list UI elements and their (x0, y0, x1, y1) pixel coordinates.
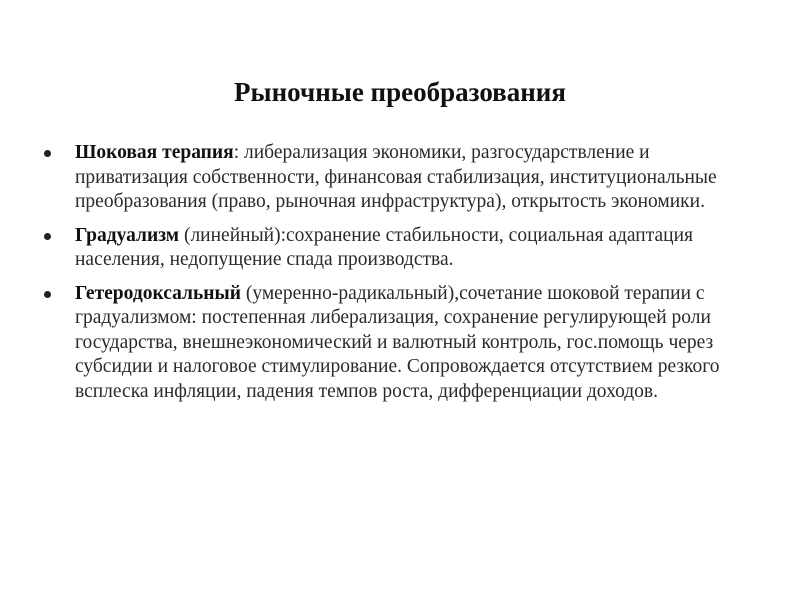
bullet-marker (44, 233, 51, 240)
bullet-text: : либерализация экономики, разгосударствление и приватизация собственности, финансовая стабилизация, институциональные преобразования (право, рыночная инфраструктура), открытость экономики. (75, 142, 717, 212)
bullet-term: Градуализм (75, 224, 180, 246)
bullet-term: Гетеродоксальный (75, 282, 241, 304)
bullet-list (43, 141, 763, 404)
bullet-item-gradualism (43, 224, 763, 273)
bullet-item-heterodox (43, 282, 763, 405)
bullet-term: Шоковая терапия (75, 142, 234, 163)
bullet-text: (умеренно-радикальный),сочетание шоковой терапии с градуализмом: постепенная либерализация, сохранение регулирующей роли государства, внешнеэкономический и валютный контроль, гос.помощь через субсидии и налоговое стимулирование. Сопровождается отсутствием резкого всплеска инфляции, падения темпов роста, дифференциации доходов. (75, 282, 720, 402)
bullet-text: (линейный):сохранение стабильности, социальная адаптация населения, недопущение спада производства. (75, 224, 694, 270)
bullet-marker (44, 291, 51, 298)
bullet-marker (44, 150, 51, 157)
bullet-item-shock-therapy (43, 141, 763, 215)
slide-title: Рыночные преобразования (234, 77, 566, 107)
